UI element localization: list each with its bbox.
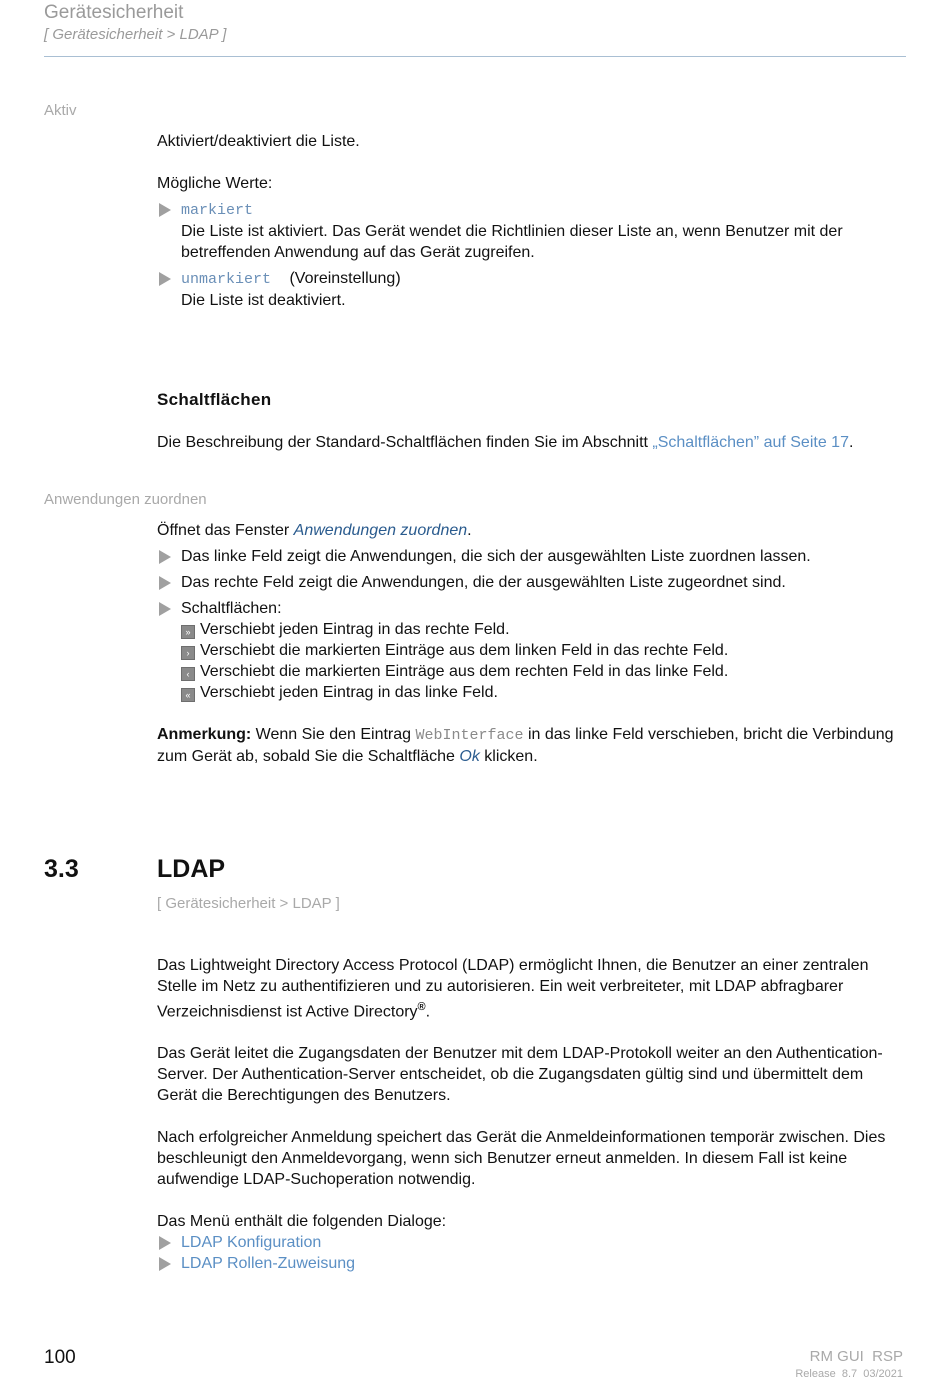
running-header-breadcrumb: [ Gerätesicherheit > LDAP ] <box>44 26 227 43</box>
move-right-icon: › <box>181 646 195 660</box>
text-segment: . <box>467 522 472 539</box>
option-markiert <box>157 199 907 263</box>
bullet-triangle-icon <box>159 203 171 217</box>
window-name: Anwendungen zuordnen <box>293 522 468 539</box>
link-ldap-konfiguration[interactable]: LDAP Konfiguration <box>181 1234 322 1252</box>
list-item-text: Das linke Feld zeigt die Anwendungen, die sich der ausgewählten Liste zuordnen lassen. <box>181 548 811 565</box>
footer-doc-name: RM GUI RSP <box>809 1348 903 1365</box>
footer-release: Release 8.7 03/2021 <box>795 1368 903 1380</box>
dialog-link-item <box>157 1232 907 1253</box>
assign-section <box>157 520 907 767</box>
bullet-triangle-icon <box>159 576 171 590</box>
ldap-paragraph-3: Nach erfolgreicher Anmeldung speichert das Gerät die Anmeldeinformationen temporär zwischen. Dies beschleunigt den Anmeldevorgang, wenn sich Benutzer erneut anmelden. In diesem Fall ist keine aufwendige LDAP-Suchoperation notwendig. <box>157 1129 886 1189</box>
ldap-paragraph-1 <box>157 955 907 1022</box>
section-number: 3.3 <box>44 855 79 883</box>
option-code: unmarkiert <box>181 271 272 288</box>
possible-values-label: Mögliche Werte: <box>157 175 273 192</box>
move-all-left-icon: « <box>181 688 195 702</box>
side-label-anwendungen-zuordnen: Anwendungen zuordnen <box>44 491 207 508</box>
side-label-aktiv: Aktiv <box>44 102 77 119</box>
assign-intro <box>157 520 907 541</box>
bullet-triangle-icon <box>159 550 171 564</box>
running-header-title: Gerätesicherheit <box>44 2 184 23</box>
bullet-triangle-icon <box>159 1257 171 1271</box>
button-row-move-right <box>157 640 907 661</box>
option-unmarkiert <box>157 268 907 311</box>
text-segment: . <box>425 1003 431 1021</box>
dialog-link-item <box>157 1253 907 1274</box>
text-segment: Das Lightweight Directory Access Protocol (LDAP) ermöglicht Ihnen, die Benutzer an einer zentralen Stelle im Netz zu authentifizieren und zu autorisieren. Ein weit verbreiteter, mit LDAP abfragbarer Verzeichnisdienst ist Active Directory <box>157 957 869 1021</box>
option-description: Die Liste ist deaktiviert. <box>181 292 346 309</box>
option-default-note: (Voreinstellung) <box>289 270 401 287</box>
text-segment: . <box>848 434 854 451</box>
button-row-text: Verschiebt jeden Eintrag in das rechte Feld. <box>200 621 510 638</box>
section-title: LDAP <box>157 855 226 883</box>
button-row-move-all-left <box>157 682 907 703</box>
aktiv-description: Aktiviert/deaktiviert die Liste. <box>157 133 360 150</box>
cross-reference-link[interactable]: „Schaltflächen” auf Seite 17 <box>652 434 849 451</box>
bullet-triangle-icon <box>159 602 171 616</box>
option-description: Die Liste ist aktiviert. Das Gerät wendet die Richtlinien dieser Liste an, wenn Benutzer mit der betreffenden Anwendung auf das Gerät zugreifen. <box>181 223 843 261</box>
button-row-move-left <box>157 661 907 682</box>
list-item <box>157 546 907 567</box>
button-row-move-all-right <box>157 619 907 640</box>
button-row-text: Verschiebt jeden Eintrag in das linke Feld. <box>200 684 498 701</box>
registered-mark: ® <box>417 1001 426 1013</box>
link-ldap-rollen-zuweisung[interactable]: LDAP Rollen-Zuweisung <box>181 1255 356 1273</box>
ldap-body <box>157 955 907 1274</box>
note-label: Anmerkung: <box>157 726 252 743</box>
list-item-text: Das rechte Feld zeigt die Anwendungen, die der ausgewählten Liste zugeordnet sind. <box>181 574 786 591</box>
ldap-paragraph-2: Das Gerät leitet die Zugangsdaten der Benutzer mit dem LDAP-Protokoll weiter an den Authentication-Server. Der Authentication-Server entscheidet, ob die Zugangsdaten gültig sind und übermittelt dem Gerät die Berechtigungen des Benutzers. <box>157 1045 883 1105</box>
move-left-icon: ‹ <box>181 667 195 681</box>
bullet-triangle-icon <box>159 272 171 286</box>
heading-schaltflaechen: Schaltflächen <box>157 390 272 409</box>
move-all-right-icon: » <box>181 625 195 639</box>
note-paragraph <box>157 724 907 767</box>
schaltflaechen-text <box>157 432 907 453</box>
list-item-text: Schaltflächen: <box>181 600 282 617</box>
text-segment: Die Beschreibung der Standard-Schaltflächen finden Sie im Abschnitt <box>157 434 653 451</box>
aktiv-section <box>157 131 907 311</box>
button-row-text: Verschiebt die markierten Einträge aus dem linken Feld in das rechte Feld. <box>200 642 729 659</box>
text-segment: Öffnet das Fenster <box>157 522 294 539</box>
page-number: 100 <box>44 1347 76 1368</box>
button-name: Ok <box>459 748 480 765</box>
entry-code: WebInterface <box>415 727 524 744</box>
header-divider <box>44 56 906 57</box>
text-segment: Wenn Sie den Eintrag <box>251 726 416 743</box>
list-item <box>157 598 907 619</box>
section-breadcrumb: [ Gerätesicherheit > LDAP ] <box>157 895 340 912</box>
button-row-text: Verschiebt die markierten Einträge aus dem rechten Feld in das linke Feld. <box>200 663 729 680</box>
list-item <box>157 572 907 593</box>
text-segment: in das linke Feld verschieben, bricht die Verbindung zum Gerät ab, sobald Sie die Schaltfläche <box>157 726 894 765</box>
bullet-triangle-icon <box>159 1236 171 1250</box>
text-segment: klicken. <box>479 748 538 765</box>
option-code: markiert <box>181 202 254 219</box>
menu-intro: Das Menü enthält die folgenden Dialoge: <box>157 1213 447 1231</box>
